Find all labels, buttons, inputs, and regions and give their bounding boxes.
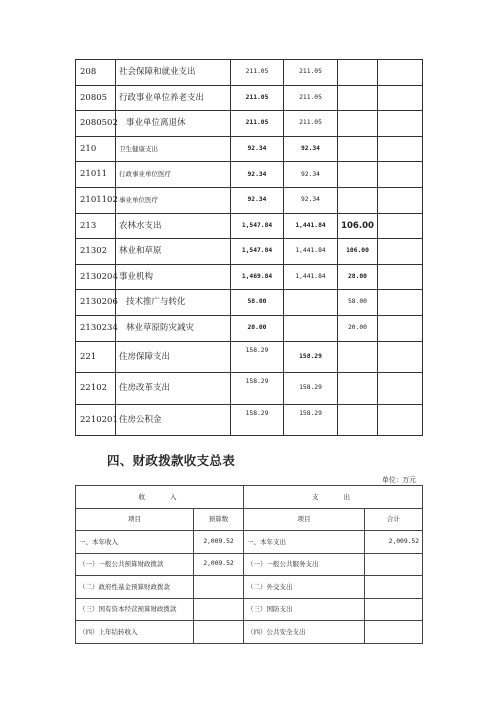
table-row [76,111,423,137]
table-row [76,136,423,162]
table-row [76,621,423,644]
table-row [76,598,423,621]
col-budget-header: 预算数 [194,508,244,531]
project-value: 106.00 [338,213,378,239]
total-value: 1,547.84 [231,213,284,239]
basic-value: 211.05 [284,85,338,111]
income-item: 一、本年收入 [76,531,194,554]
func-code: 213 [76,213,116,239]
expense-item: （四）公共安全支出 [244,621,365,644]
income-value [194,621,244,644]
func-code: 2130206 [76,290,116,316]
table-row [76,187,423,213]
income-value [194,598,244,621]
other-value [378,85,423,111]
table-row [76,239,423,265]
table-row [76,373,423,405]
total-value: 92.34 [231,162,284,188]
basic-value [284,290,338,316]
other-value [378,213,423,239]
other-value [378,404,423,436]
basic-value: 92.34 [284,136,338,162]
project-value [338,111,378,137]
func-name: 林业草原防灾减灾 [116,315,231,341]
func-name: 农林水支出 [116,213,231,239]
table-row [76,264,423,290]
table-row [76,315,423,341]
group-header-row [76,486,423,509]
other-value [378,136,423,162]
other-value [378,111,423,137]
basic-value: 92.34 [284,162,338,188]
section-title: 四、财政拨款收支总表 [107,453,236,468]
income-value: 2,009.52 [194,531,244,554]
other-value [378,315,423,341]
table-row [76,341,423,373]
expense-value [365,598,423,621]
project-value [338,136,378,162]
expense-value [365,621,423,644]
other-value [378,60,423,86]
total-value: 92.34 [231,136,284,162]
expense-item: （二）外交支出 [244,576,365,599]
func-code: 22102 [76,373,116,405]
func-name: 林业和草原 [116,239,231,265]
table-row [76,60,423,86]
func-code: 20805 [76,85,116,111]
func-code: 2210201 [76,404,116,436]
project-value [338,162,378,188]
income-item: （二）政府性基金预算财政拨款 [76,576,194,599]
basic-value: 211.05 [284,60,338,86]
basic-value: 92.34 [284,187,338,213]
other-value [378,264,423,290]
func-name: 事业单位离退休 [116,111,231,137]
income-item: （四）上年结转收入 [76,621,194,644]
basic-value: 1,441.84 [284,239,338,265]
project-value [338,373,378,405]
func-name: 住房保障支出 [116,341,231,373]
expense-header: 支 出 [244,486,423,509]
project-value [338,187,378,213]
income-item: （三）国有资本经营预算财政拨款 [76,598,194,621]
income-header: 收 入 [76,486,244,509]
project-value [338,404,378,436]
project-value [338,85,378,111]
func-name: 卫生健康支出 [116,136,231,162]
col-total-header: 合计 [365,508,423,531]
col-item2-header: 项目 [244,508,365,531]
other-value [378,162,423,188]
func-name: 社会保障和就业支出 [116,60,231,86]
income-value: 2,009.52 [194,553,244,576]
func-code: 2080502 [76,111,116,137]
other-value [378,187,423,213]
expense-value [365,576,423,599]
other-value [378,373,423,405]
other-value [378,239,423,265]
expense-value: 2,009.52 [365,531,423,554]
total-value: 158.29 [231,341,284,373]
income-value [194,576,244,599]
basic-value: 1,441.84 [284,213,338,239]
func-code: 221 [76,341,116,373]
total-value: 158.29 [231,373,284,405]
table-row [76,290,423,316]
func-code: 208 [76,60,116,86]
total-value: 20.00 [231,315,284,341]
basic-value [284,315,338,341]
func-name: 住房改革支出 [116,373,231,405]
table-row [76,404,423,436]
basic-value: 211.05 [284,111,338,137]
func-name: 事业单位医疗 [116,187,231,213]
func-code: 21011 [76,162,116,188]
fiscal-summary-table [75,485,423,644]
func-code: 2130204 [76,264,116,290]
basic-value: 158.29 [284,404,338,436]
total-value: 1,547.84 [231,239,284,265]
basic-value: 158.29 [284,341,338,373]
func-code: 210 [76,136,116,162]
col-item-header: 项目 [76,508,194,531]
func-name: 行政事业单位养老支出 [116,85,231,111]
func-name: 住房公积金 [116,404,231,436]
func-name: 技术推广与转化 [116,290,231,316]
project-value: 58.00 [338,290,378,316]
func-name: 行政事业单位医疗 [116,162,231,188]
func-code: 2101102 [76,187,116,213]
income-item: （一）一般公共预算财政拨款 [76,553,194,576]
total-value: 158.29 [231,404,284,436]
project-value [338,60,378,86]
project-value: 20.00 [338,315,378,341]
total-value: 92.34 [231,187,284,213]
func-code: 2130234 [76,315,116,341]
func-code: 21302 [76,239,116,265]
table-row [76,213,423,239]
expense-item: （一）一般公共服务支出 [244,553,365,576]
project-value: 106.00 [338,239,378,265]
basic-value: 1,441.84 [284,264,338,290]
budget-expense-table [75,59,423,436]
column-header-row [76,508,423,531]
total-value: 211.05 [231,60,284,86]
project-value: 28.00 [338,264,378,290]
table-row [76,162,423,188]
total-value: 1,469.84 [231,264,284,290]
other-value [378,341,423,373]
basic-value: 158.29 [284,373,338,405]
expense-value [365,553,423,576]
table-row [76,553,423,576]
total-value: 211.05 [231,111,284,137]
total-value: 58.00 [231,290,284,316]
expense-item: 一、本年支出 [244,531,365,554]
table-row [76,531,423,554]
total-value: 211.05 [231,85,284,111]
project-value [338,341,378,373]
table-row [76,576,423,599]
func-name: 事业机构 [116,264,231,290]
expense-item: （三）国防支出 [244,598,365,621]
table-row [76,85,423,111]
other-value [378,290,423,316]
unit-label: 单位：万元 [382,476,416,484]
